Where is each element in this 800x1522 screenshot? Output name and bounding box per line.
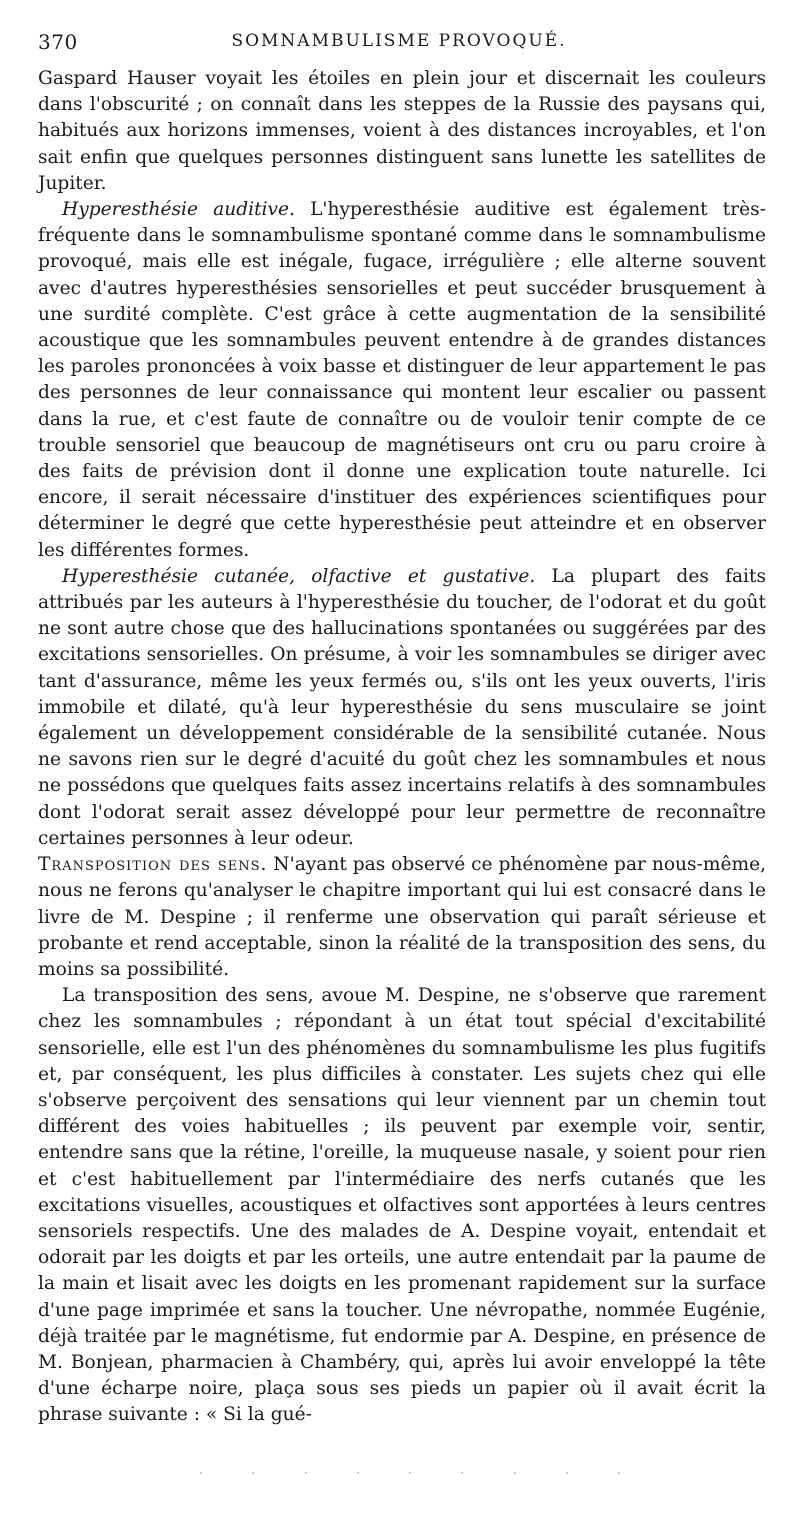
scan-speck (200, 1472, 202, 1474)
paragraph-cutaneous-hyperesthesia (38, 564, 766, 852)
scan-specks (200, 1472, 620, 1478)
scan-speck (514, 1472, 516, 1474)
scan-speck (461, 1472, 463, 1474)
scan-speck (357, 1472, 359, 1474)
scan-speck (252, 1472, 254, 1474)
paragraph-text: Gaspard Hauser voyait les étoiles en plein jour et discernait les couleurs dans l'obscurité ; on connaît dans les steppes de la Russie des paysans qui, habitués aux horizons immenses, voient à des distances incroyables, et l'on sait enfin que quelques personnes distinguent sans lunette les satellites de Jupiter. (38, 68, 766, 194)
section-heading-transposition: Transposition des sens. (38, 854, 268, 876)
paragraph-despine (38, 983, 766, 1428)
section-heading-auditive: Hyperesthésie auditive. (62, 199, 295, 221)
body-text (38, 66, 766, 1429)
paragraph-auditory-hyperesthesia (38, 197, 766, 564)
paragraph-text: L'hyperesthésie auditive est également très-fréquente dans le somnambulisme spontané comme dans le somnambulisme provoqué, mais elle est inégale, fugace, irrégulière ; elle alterne souvent avec d'autres hyperesthésies sensorielles et peut succéder brusquement à une surdité complète. C'est grâce à cette augmentation de la sensibilité acoustique que les somnambules peuvent entendre à de grandes distances les paroles prononcées à voix basse et distinguer de leur appartement le pas des personnes de leur connaissance qui montent leur escalier ou passent dans la rue, et c'est faute de connaître ou de vouloir tenir compte de ce trouble sensoriel que beaucoup de magnétiseurs ont cru ou paru croire à des faits de prévision dont il donne une explication toute naturelle. Ici encore, il serait nécessaire d'instituer des expériences scientifiques pour déterminer le degré que cette hyperesthésie peut atteindre et en observer les différentes formes. (38, 199, 767, 561)
running-title: SOMNAMBULISME PROVOQUÉ. (231, 31, 567, 51)
page-number: 370 (38, 30, 78, 54)
scan-speck (618, 1472, 620, 1474)
scan-speck (305, 1472, 307, 1474)
scan-speck (409, 1472, 411, 1474)
paragraph-text: N'ayant pas observé ce phénomène par nous-même, nous ne ferons qu'analyser le chapitre important qui lui est consacré dans le livre de M. Despine ; il renferme une observation qui paraît sérieuse et probante et rend acceptable, sinon la réalité de la transposition des sens, du moins sa possibilité. (38, 854, 766, 980)
page-header (38, 30, 760, 60)
paragraph-transposition (38, 852, 766, 983)
section-heading-cutanee: Hyperesthésie cutanée, olfactive et gustative. (62, 565, 536, 587)
paragraph-text: La plupart des faits attribués par les auteurs à l'hyperesthésie du toucher, de l'odorat et du goût ne sont autre chose que des hallucinations spontanées ou suggérées par des excitations sensorielles. On présume, à voir les somnambules se diriger avec tant d'assurance, même les yeux fermés ou, s'ils ont les yeux ouverts, l'iris immobile et dilaté, qu'à leur hyperesthésie du sens musculaire se joint également un développement considérable de la sensibilité cutanée. Nous ne savons rien sur le degré d'acuité du goût chez les somnambules et nous ne possédons que quelques faits assez incertains relatifs à des somnambules dont l'odorat serait assez développé pour leur permettre de reconnaître certaines personnes à leur odeur. (38, 565, 766, 849)
scan-speck (566, 1472, 568, 1474)
paragraph-continuation (38, 66, 766, 197)
paragraph-text: La transposition des sens, avoue M. Despine, ne s'observe que rarement chez les somnambules ; répondant à un état tout spécial d'excitabilité sensorielle, elle est l'un des phénomènes du somnambulisme les plus fugitifs et, par conséquent, les plus difficiles à constater. Les sujets chez qui elle s'observe perçoivent des sensations qui leur viennent par un chemin tout différent des voies habituelles ; ils peuvent par exemple voir, sentir, entendre sans que la rétine, l'oreille, la muqueuse nasale, y soient pour rien et c'est habituellement par l'intermédiaire des nerfs cutanés que les excitations visuelles, acoustiques et olfactives sont apportées à leurs centres sensoriels respectifs. Une des malades de A. Despine voyait, entendait et odorait par les doigts et par les orteils, une autre entendait par la paume de la main et lisait avec les doigts en les promenant rapidement sur la surface d'une page imprimée et sans la toucher. Une névropathe, nommée Eugénie, déjà traitée par le magnétisme, fut endormie par A. Despine, en présence de M. Bonjean, pharmacien à Chambéry, qui, après lui avoir enveloppé la tête d'une écharpe noire, plaça sous ses pieds un papier où il avait écrit la phrase suivante : « Si la gué- (38, 985, 766, 1426)
